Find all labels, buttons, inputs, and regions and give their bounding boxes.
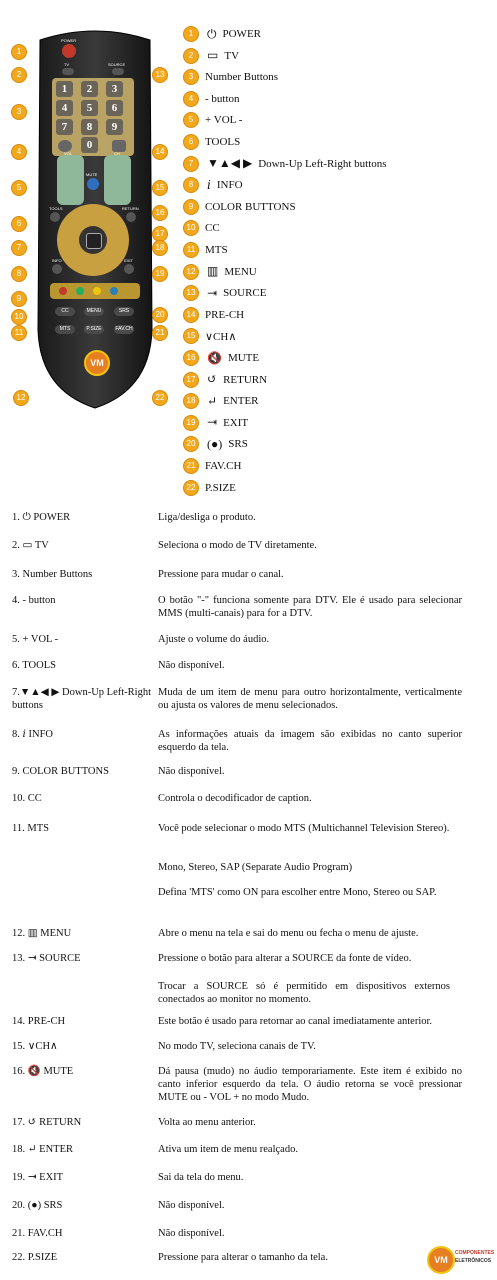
remote-callout-9: 9 bbox=[11, 291, 27, 307]
number-key-4[interactable]: 4 bbox=[56, 100, 73, 116]
legend-symbol-icon: ⇥ bbox=[207, 285, 218, 300]
description-term: 5. + VOL - bbox=[12, 634, 59, 645]
legend-number-badge: 13 bbox=[183, 285, 199, 301]
description-term: 13. ⇥ SOURCE bbox=[12, 953, 81, 964]
remote-brand-logo bbox=[84, 350, 110, 376]
legend-item bbox=[183, 199, 296, 215]
remote-callout-17: 17 bbox=[152, 226, 168, 242]
psize-button[interactable]: P.SIZE bbox=[84, 325, 104, 334]
power-label: POWER bbox=[61, 38, 77, 43]
mute-button[interactable] bbox=[87, 178, 99, 190]
description-term: 20. (●) SRS bbox=[12, 1200, 63, 1211]
legend-number-badge: 16 bbox=[183, 350, 199, 366]
remote-callout-18: 18 bbox=[152, 240, 168, 256]
exit-button[interactable] bbox=[124, 264, 134, 274]
source-note-text: Trocar a SOURCE só é permitido em dispositivos externos conectados ao monitor no momento. bbox=[158, 981, 450, 1005]
legend-label: PRE-CH bbox=[205, 308, 245, 321]
mts-button[interactable]: MTS bbox=[55, 325, 75, 334]
legend-item bbox=[183, 48, 239, 64]
number-key-3[interactable]: 3 bbox=[106, 81, 123, 97]
info-button[interactable] bbox=[52, 264, 62, 274]
number-key-5[interactable]: 5 bbox=[81, 100, 98, 116]
legend-item bbox=[183, 458, 241, 474]
remote-callout-6: 6 bbox=[11, 216, 27, 232]
legend-label: MENU bbox=[224, 265, 257, 278]
legend-label: RETURN bbox=[223, 373, 268, 386]
legend-label: SRS bbox=[228, 438, 248, 451]
power-button[interactable] bbox=[62, 44, 76, 58]
description-text: Seleciona o modo de TV diretamente. bbox=[158, 540, 317, 551]
legend-symbol-icon: 🔇 bbox=[207, 350, 222, 365]
remote-callout-21: 21 bbox=[152, 325, 168, 341]
description-term: 8. 𝑖 INFO bbox=[12, 729, 53, 740]
legend-label: EXIT bbox=[223, 416, 249, 429]
legend-label: ENTER bbox=[223, 395, 259, 408]
remote-callout-19: 19 bbox=[152, 266, 168, 282]
legend-item bbox=[183, 69, 278, 85]
description-text: Não disponível. bbox=[158, 660, 225, 671]
description-text: Pressione para mudar o canal. bbox=[158, 569, 284, 580]
remote-callout-3: 3 bbox=[11, 104, 27, 120]
description-text: Abre o menu na tela e sai do menu ou fecha o menu de ajuste. bbox=[158, 928, 419, 939]
description-text: Volta ao menu anterior. bbox=[158, 1117, 256, 1128]
description-term: 15. ∨CH∧ bbox=[12, 1041, 58, 1052]
remote-callout-2: 2 bbox=[11, 67, 27, 83]
description-term: 4. - button bbox=[12, 595, 56, 606]
legend-number-badge: 1 bbox=[183, 26, 199, 42]
legend-item bbox=[183, 242, 228, 258]
remote-callout-22: 22 bbox=[152, 390, 168, 406]
footer-logo-line1: COMPONENTES bbox=[455, 1250, 495, 1256]
remote-callout-4: 4 bbox=[11, 144, 27, 160]
description-term: 17. ↺ RETURN bbox=[12, 1117, 82, 1128]
legend-number-badge: 12 bbox=[183, 264, 199, 280]
legend-item bbox=[183, 156, 387, 172]
legend-item bbox=[183, 307, 244, 323]
description-term: 9. COLOR BUTTONS bbox=[12, 766, 109, 777]
legend-item bbox=[183, 436, 248, 452]
number-key-0[interactable]: 0 bbox=[81, 137, 98, 153]
legend-symbol-icon: ↵ bbox=[207, 393, 218, 408]
remote-callout-15: 15 bbox=[152, 180, 168, 196]
source-button[interactable] bbox=[112, 68, 124, 75]
description-term: 18. ↵ ENTER bbox=[12, 1144, 74, 1155]
legend-item bbox=[183, 264, 257, 280]
description-term: 21. FAV.CH bbox=[12, 1228, 63, 1239]
legend-item bbox=[183, 134, 240, 150]
description-text: O botão "-" funciona somente para DTV. Ele é usado para selecionar MMS (multi-canais) para for a DTV. bbox=[158, 595, 462, 619]
legend-item bbox=[183, 393, 259, 409]
legend-number-badge: 4 bbox=[183, 91, 199, 107]
legend-label: Number Buttons bbox=[205, 71, 279, 84]
legend-label: + VOL - bbox=[205, 114, 243, 127]
description-text: Não disponível. bbox=[158, 766, 225, 777]
legend-label: FAV.CH bbox=[205, 460, 242, 472]
description-term: 14. PRE-CH bbox=[12, 1016, 66, 1027]
legend-item bbox=[183, 480, 236, 496]
footer-logo-mark-text: VM bbox=[434, 1255, 448, 1265]
return-button[interactable] bbox=[126, 212, 136, 222]
cc-button[interactable]: CC bbox=[55, 307, 75, 316]
description-text: Este botão é usado para retornar ao canal imediatamente anterior. bbox=[158, 1016, 433, 1027]
description-text: Liga/desliga o produto. bbox=[158, 512, 256, 523]
legend-symbol-icon: (●) bbox=[207, 436, 223, 451]
vol-label: VOL bbox=[64, 151, 73, 156]
legend-label: CC bbox=[205, 222, 220, 235]
legend-label: SOURCE bbox=[223, 287, 267, 300]
tv-button[interactable] bbox=[62, 68, 74, 75]
legend-item bbox=[183, 415, 248, 431]
number-key-2[interactable]: 2 bbox=[81, 81, 98, 97]
remote-callout-12: 12 bbox=[13, 390, 29, 406]
legend-number-badge: 22 bbox=[183, 480, 199, 496]
legend-item bbox=[183, 112, 242, 128]
number-key-8[interactable]: 8 bbox=[81, 119, 98, 135]
legend-label: MTS bbox=[205, 244, 228, 256]
remote-callout-13: 13 bbox=[152, 67, 168, 83]
remote-illustration bbox=[0, 0, 200, 420]
description-term: 16. 🔇 MUTE bbox=[12, 1066, 74, 1077]
description-text: Muda de um item de menu para outro horizontalmente, verticalmente ou ajusta os valores de menu selecionados. bbox=[158, 687, 462, 711]
legend-label: COLOR BUTTONS bbox=[205, 200, 296, 213]
legend-label: POWER bbox=[222, 28, 261, 40]
legend-item bbox=[183, 350, 259, 366]
legend-symbol-icon: ↺ bbox=[207, 372, 218, 387]
legend-label: ∨CH∧ bbox=[205, 330, 237, 343]
description-text: Não disponível. bbox=[158, 1200, 225, 1211]
description-term: 1. ⏻ POWER bbox=[12, 512, 71, 523]
tools-button[interactable] bbox=[50, 212, 60, 222]
remote-callout-10: 10 bbox=[11, 309, 27, 325]
remote-callout-7: 7 bbox=[11, 240, 27, 256]
legend-label: Down-Up Left-Right buttons bbox=[258, 157, 387, 170]
description-term: 7.▼▲◀ ▶ Down-Up Left-Right buttons bbox=[12, 687, 152, 711]
description-text: Ativa um item de menu realçado. bbox=[158, 1144, 298, 1155]
legend-number-badge: 21 bbox=[183, 458, 199, 474]
source-label: SOURCE bbox=[108, 62, 126, 67]
legend-label: MUTE bbox=[227, 352, 260, 364]
footer-logo bbox=[427, 1246, 495, 1274]
legend-number-badge: 3 bbox=[183, 69, 199, 85]
description-text: No modo TV, seleciona canais de TV. bbox=[158, 1041, 316, 1052]
legend-number-badge: 11 bbox=[183, 242, 199, 258]
legend-number-badge: 18 bbox=[183, 393, 199, 409]
info-label: INFO bbox=[52, 258, 62, 263]
return-label: RETURN bbox=[122, 206, 139, 211]
ch-label: CH bbox=[114, 151, 120, 156]
description-text: Controla o decodificador de caption. bbox=[158, 793, 312, 804]
legend-symbol-icon: ▥ bbox=[207, 264, 219, 279]
legend-number-badge: 2 bbox=[183, 48, 199, 64]
number-key-6[interactable]: 6 bbox=[106, 100, 123, 116]
legend-label: TOOLS bbox=[205, 136, 241, 148]
description-text: Pressione para alterar o tamanho da tela. bbox=[158, 1252, 328, 1263]
footer-logo-mark bbox=[427, 1246, 455, 1274]
legend-number-badge: 9 bbox=[183, 199, 199, 215]
legend-number-badge: 7 bbox=[183, 156, 199, 172]
description-term: 19. ⇥ EXIT bbox=[12, 1172, 64, 1183]
legend-number-badge: 6 bbox=[183, 134, 199, 150]
legend-item bbox=[183, 177, 243, 193]
legend-number-badge: 8 bbox=[183, 177, 199, 193]
legend-symbol-icon: ⏻ bbox=[207, 26, 217, 41]
legend-item bbox=[183, 328, 236, 344]
description-text: Sai da tela do menu. bbox=[158, 1172, 244, 1183]
legend-item bbox=[183, 220, 220, 236]
legend-label: INFO bbox=[216, 179, 243, 192]
mts-modes-text: Mono, Stereo, SAP (Separate Audio Program) bbox=[158, 862, 353, 873]
favch-button[interactable]: FAV.CH bbox=[115, 326, 133, 332]
footer-logo-line2: ELETRÔNICOS bbox=[455, 1258, 492, 1264]
description-term: 2. ▭ TV bbox=[12, 540, 49, 551]
remote-callout-16: 16 bbox=[152, 205, 168, 221]
description-term: 3. Number Buttons bbox=[12, 569, 93, 580]
number-key-9[interactable]: 9 bbox=[106, 119, 123, 135]
legend-item bbox=[183, 26, 261, 42]
legend-item bbox=[183, 372, 267, 388]
legend-symbol-icon: ⇥ bbox=[207, 415, 218, 430]
legend-symbol-icon: 𝑖 bbox=[207, 177, 211, 192]
legend-number-badge: 20 bbox=[183, 436, 199, 452]
remote-callout-20: 20 bbox=[152, 307, 168, 323]
description-text: Ajuste o volume do áudio. bbox=[158, 634, 270, 645]
description-text: Não disponível. bbox=[158, 1228, 225, 1239]
number-key-7[interactable]: 7 bbox=[56, 119, 73, 135]
srs-button[interactable]: SRS bbox=[114, 307, 134, 316]
legend-number-badge: 14 bbox=[183, 307, 199, 323]
tv-label: TV bbox=[64, 62, 70, 67]
legend-number-badge: 19 bbox=[183, 415, 199, 431]
description-term: 10. CC bbox=[12, 793, 42, 804]
legend-symbol-icon: ▼▲◀ ▶ bbox=[207, 156, 253, 171]
legend-number-badge: 15 bbox=[183, 328, 199, 344]
mts-define-text: Defina 'MTS' como ON para escolher entre Mono, Stereo ou SAP. bbox=[158, 887, 437, 898]
remote-callout-8: 8 bbox=[11, 266, 27, 282]
mute-label: MUTE bbox=[86, 172, 98, 177]
legend-label: - button bbox=[205, 92, 240, 105]
description-term: 6. TOOLS bbox=[12, 660, 56, 671]
legend-item bbox=[183, 91, 240, 107]
remote-brand-text: VM bbox=[90, 358, 104, 368]
legend-number-badge: 17 bbox=[183, 372, 199, 388]
description-text: Pressione o botão para alterar a SOURCE da fonte de vídeo. bbox=[158, 953, 412, 964]
legend-number-badge: 5 bbox=[183, 112, 199, 128]
description-term: 11. MTS bbox=[12, 823, 49, 834]
description-term: 22. P.SIZE bbox=[12, 1252, 58, 1263]
description-text: Dá pausa (mudo) no áudio temporariamente. Este item é exibido no canto inferior esquerdo da tela. O áudio retorna se você pressionar MUTE ou - VOL + no modo Mudo. bbox=[158, 1066, 462, 1103]
legend-label: TV bbox=[224, 49, 240, 62]
legend-number-badge: 10 bbox=[183, 220, 199, 236]
enter-button[interactable] bbox=[86, 233, 102, 249]
remote-callout-11: 11 bbox=[11, 325, 27, 341]
exit-label: EXIT bbox=[124, 258, 133, 263]
menu-button[interactable]: MENU bbox=[84, 307, 104, 316]
remote-callout-1: 1 bbox=[11, 44, 27, 60]
description-text: Você pode selecionar o modo MTS (Multichannel Television Stereo). bbox=[158, 823, 450, 834]
remote-callout-5: 5 bbox=[11, 180, 27, 196]
number-key-1[interactable]: 1 bbox=[56, 81, 73, 97]
remote-callout-14: 14 bbox=[152, 144, 168, 160]
legend-label: P.SIZE bbox=[205, 481, 236, 494]
legend-item bbox=[183, 285, 266, 301]
legend-symbol-icon: ▭ bbox=[207, 48, 219, 63]
description-text: As informações atuais da imagem são exibidas no canto superior esquerdo da tela. bbox=[158, 729, 462, 753]
description-term: 12. ▥ MENU bbox=[12, 928, 72, 939]
tools-label: TOOLS bbox=[49, 206, 63, 211]
